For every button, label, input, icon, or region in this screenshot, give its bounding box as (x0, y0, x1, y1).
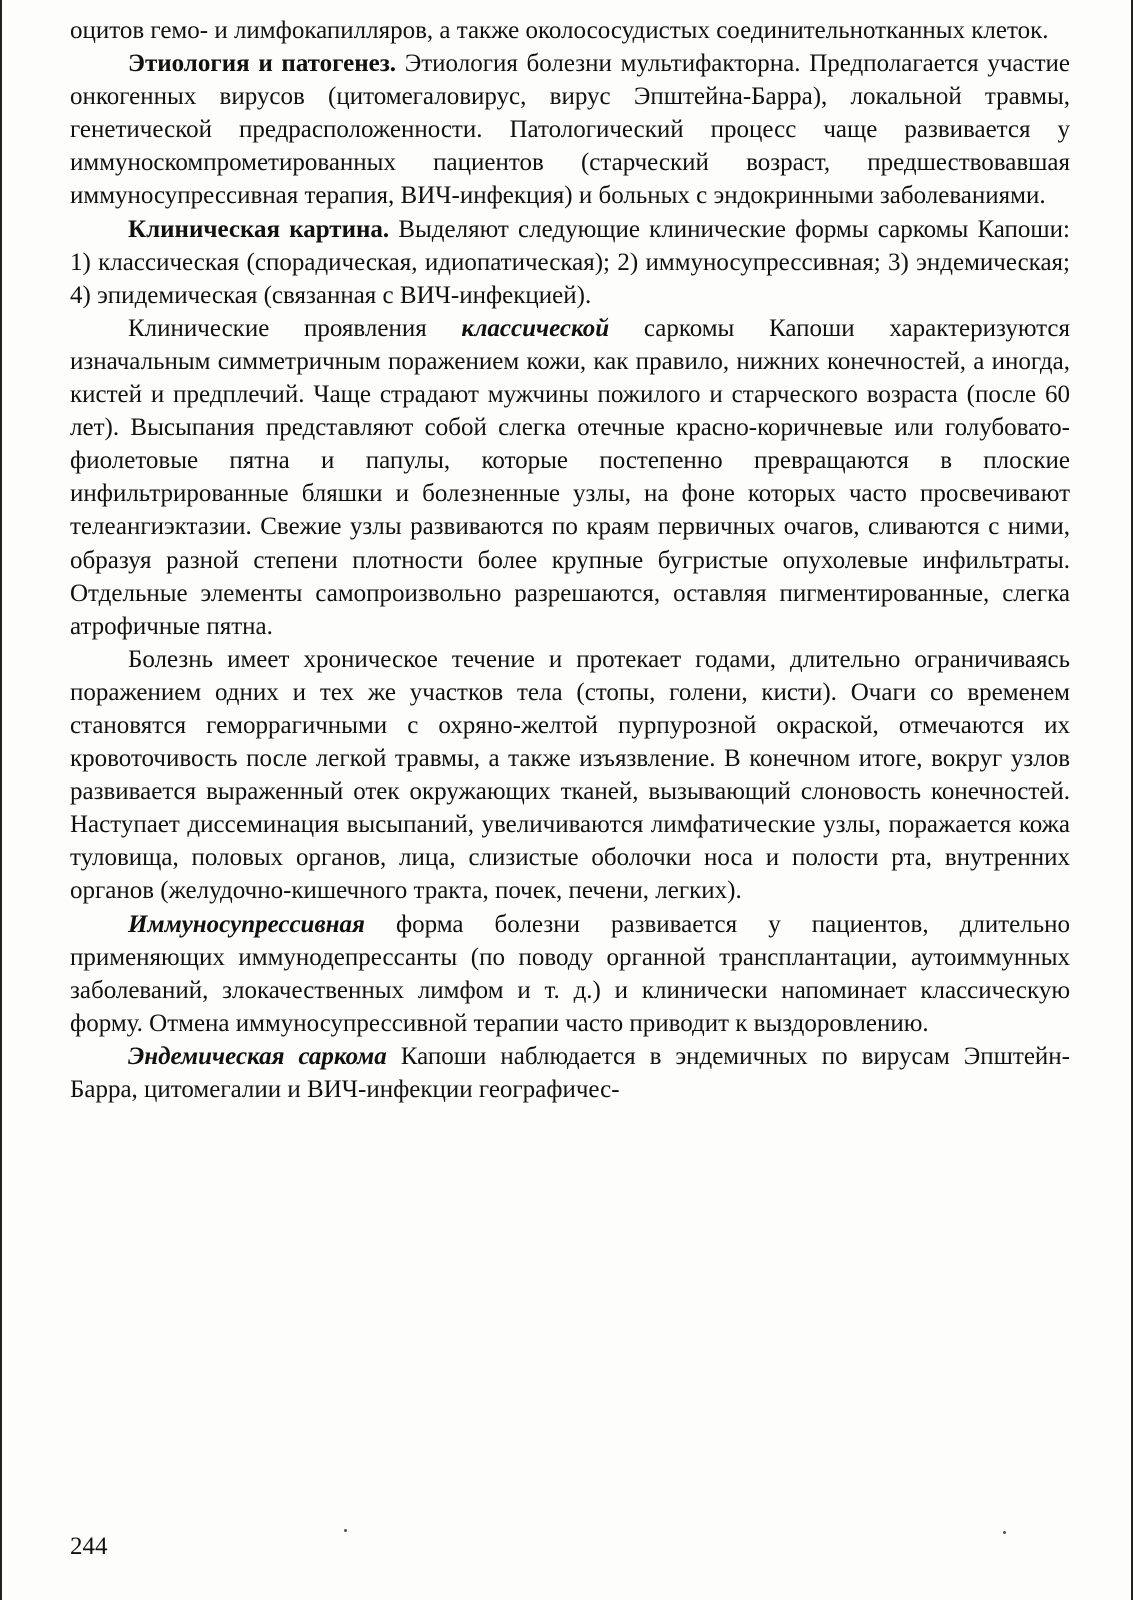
paragraph-text: Этиология болезни мультифакторна. Предполагается участие онкогенных вирусов (цитомегаловирус, вирус Эпштейна-Барра), локальной травмы, генетической предрасположенности. Патологический процесс чаще развивается у иммунoскомпрометированных пациентов (старческий возраст, предшествовавшая иммуносупрессивная терапия, ВИЧ-инфекция) и больных с эндокринными заболеваниями. (70, 50, 1070, 210)
paragraph-clinical-picture (70, 213, 1070, 312)
paragraph-text: форма болезни развивается у пациентов, длительно применяющих иммунодепрессанты (по поводу органной трансплантации, аутоиммунных заболеваний, злокачественных лимфом и т. д.) и клинически напоминает классическую форму. Отмена иммуносупрессивной терапии часто приводит к выздоровлению. (70, 910, 1070, 1037)
paragraph-text: Капоши наблюдается в эндемичных по вирусам Эпштейн-Барра, цитомегалии и ВИЧ-инфекции географичес- (70, 1042, 1071, 1103)
section-heading-clinical-picture: Клиническая картина. (128, 215, 390, 243)
paragraph-text: Выделяют следующие клинические формы саркомы Капоши: 1) классическая (спорадическая, идиопатическая); 2) иммуносупрессивная; 3) эндемическая; 4) эпидемическая (связанная с ВИЧ-инфекцией). (70, 215, 1071, 309)
paragraph-chronic-course (70, 643, 1070, 908)
paragraph-etiology (70, 47, 1070, 212)
emphasis-endemic: Эндемическая саркома (128, 1042, 387, 1070)
paragraph-text: оцитов гемо- и лимфокапилляров, а также околососудистых соединительнотканных клеток. (70, 17, 1049, 44)
paragraph-endemic-form (70, 1040, 1070, 1106)
scan-speck (1003, 1531, 1006, 1534)
paragraph-immunosuppressive-form (70, 908, 1070, 1040)
paragraph-continuation (70, 14, 1070, 47)
page-number: 244 (70, 1533, 108, 1560)
emphasis-immunosuppressive: Иммуносупрессивная (128, 910, 365, 938)
emphasis-classic: классической (461, 314, 610, 342)
paragraph-classic-form (70, 312, 1070, 643)
paragraph-text: Болезнь имеет хроническое течение и протекает годами, длительно ограничиваясь поражением одних и тех же участков тела (стопы, голени, кисти). Очаги со временем становятся геморрагичными с охряно-желтой пурпурозной окраской, отмечаются их кровоточивость после легкой травмы, а также изъязвление. В конечном итоге, вокруг узлов развивается выраженный отек окружающих тканей, вызывающий слоновость конечностей. Наступает диссеминация высыпаний, увеличиваются лимфатические узлы, поражается кожа туловища, половых органов, лица, слизистые оболочки носа и полости рта, внутренних органов (желудочно-кишечного тракта, почек, печени, легких). (70, 645, 1070, 905)
section-heading-etiology: Этиология и патогенез. (128, 50, 397, 78)
scan-speck (344, 1529, 347, 1532)
body-text (70, 14, 1070, 1106)
paragraph-text: Клинические проявления (128, 314, 462, 342)
paragraph-text: саркомы Капоши характеризуются изначальным симметричным поражением кожи, как правило, нижних конечностей, а иногда, кистей и предплечий. Чаще страдают мужчины пожилого и старческого возраста (после 60 лет). Высыпания представляют собой слегка отечные красно-коричневые или голубовато-фиолетовые пятна и папулы, которые постепенно превращаются в плоские инфильтрированные бляшки и болезненные узлы, на фоне которых часто просвечивают телеангиэктазии. Свежие узлы развиваются по краям первичных очагов, сливаются с ними, образуя разной степени плотности более крупные бугристые опухолевые инфильтраты. Отдельные элементы самопроизвольно разрешаются, оставляя пигментированные, слегка атрофичные пятна. (70, 314, 1070, 640)
